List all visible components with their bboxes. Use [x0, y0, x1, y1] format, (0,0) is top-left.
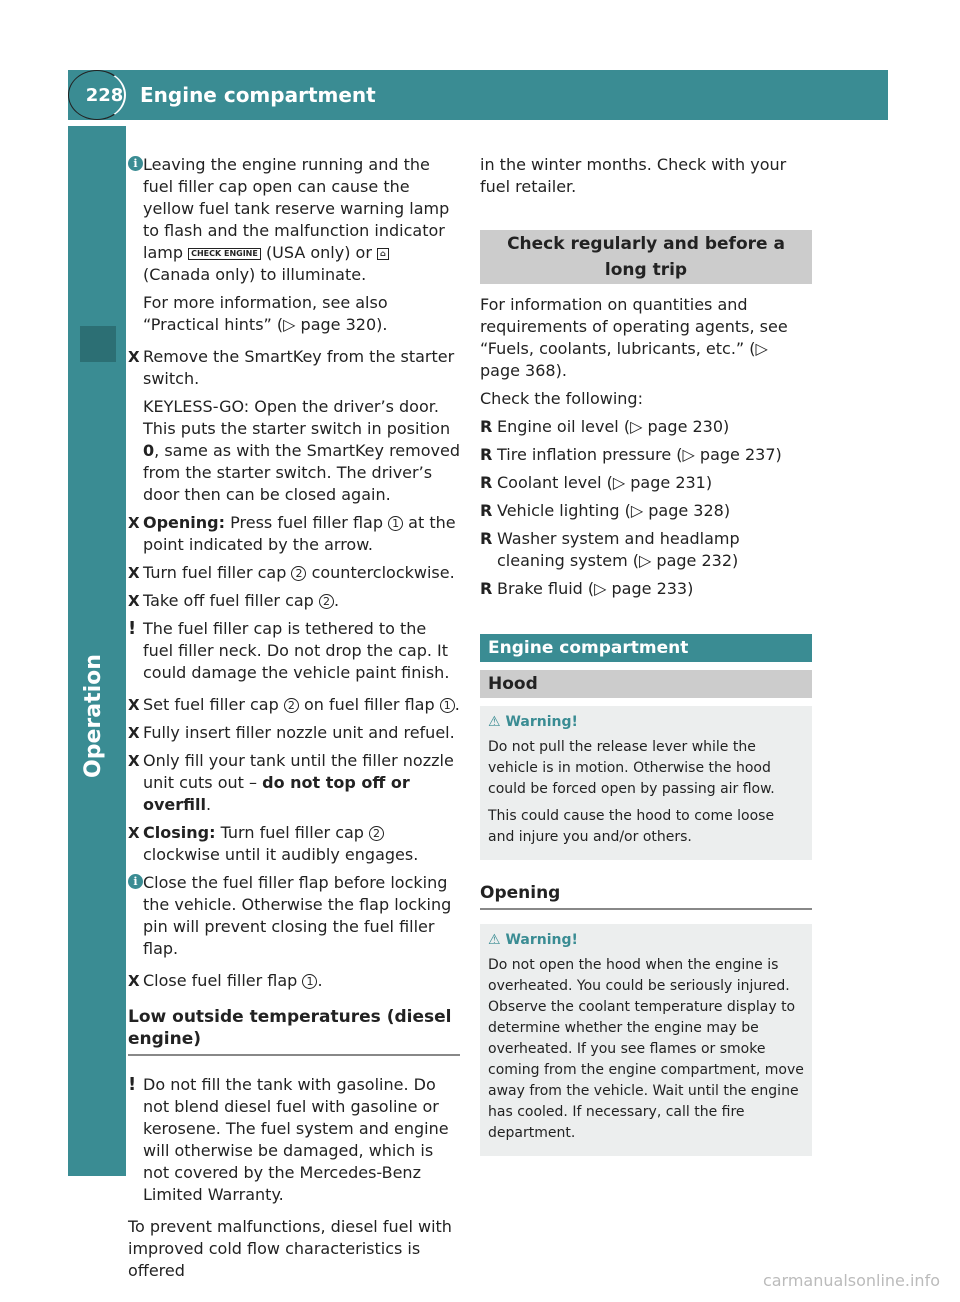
list-item: R Tire inflation pressure (▷ page 237): [480, 445, 782, 464]
exclamation-icon: !: [128, 1074, 137, 1095]
step-icon: X: [128, 348, 140, 366]
page-header: [68, 70, 888, 120]
list-item: R Washer system and headlamp cleaning system (▷ page 232): [480, 529, 740, 570]
list-item: R Vehicle lighting (▷ page 328): [480, 501, 731, 520]
page-title: Engine compartment: [140, 83, 376, 107]
paragraph: Check the following:: [480, 389, 643, 408]
warning-box: ⚠ Warning! Do not pull the release lever while the vehicle is in motion. Otherwise the hood could be forced open by passing air flow. This could cause the hood to come loose and injure you and/or others.: [480, 706, 812, 860]
step: X Closing: Turn fuel filler cap 2 clockwise until it audibly engages.: [128, 823, 419, 864]
side-marker: [80, 326, 116, 362]
step: X Take off fuel filler cap 2 .: [128, 591, 340, 610]
step-icon: X: [128, 592, 140, 610]
warning-box: ⚠ Warning! Do not open the hood when the engine is overheated. You could be seriously injured. Observe the coolant temperature display to determine whether the engine may be overheated. If you see flames or smoke coming from the engine compartment, move away from the vehicle. Wait until the engine has cooled. If necessary, call the fire department.: [480, 924, 812, 1156]
step-icon: X: [128, 696, 140, 714]
paragraph: For information on quantities and requirements of operating agents, see “Fuels, coolants, lubricants, etc.” (▷ page 368).: [480, 295, 788, 380]
step: X Opening: Press fuel filler flap 1 at the point indicated by the arrow.: [128, 513, 456, 554]
list-item: R Coolant level (▷ page 231): [480, 473, 713, 492]
side-label: Operation: [81, 654, 106, 778]
warning-icon: ⚠: [488, 714, 501, 730]
info-note: i Close the fuel filler flap before locking the vehicle. Otherwise the flap locking pin will prevent closing the fuel filler flap.: [128, 872, 460, 960]
page-number: 228: [68, 70, 126, 120]
step: X Fully insert filler nozzle unit and refuel.: [128, 723, 455, 742]
paragraph: To prevent malfunctions, diesel fuel with improved cold flow characteristics is offered: [128, 1217, 452, 1280]
left-column: [128, 154, 460, 1288]
caution-note: ! Do not fill the tank with gasoline. Do not blend diesel fuel with gasoline or kerosene. The fuel system and engine will otherwise be damaged, which is not covered by the Mercedes-Benz Limited Warranty.: [128, 1074, 449, 1204]
section-heading: Check regularly and before a long trip: [480, 230, 812, 284]
section-heading: Hood: [480, 670, 812, 698]
side-tab: [68, 126, 126, 1176]
warning-icon: ⚠: [488, 932, 501, 948]
engine-icon: ⌂: [377, 248, 389, 260]
paragraph: in the winter months. Check with your fuel retailer.: [480, 155, 787, 196]
section-heading: Low outside temperatures (diesel engine): [128, 1006, 460, 1056]
step-icon: X: [128, 824, 140, 842]
step-icon: X: [128, 514, 140, 532]
info-icon: i: [128, 874, 143, 889]
list-item: R Engine oil level (▷ page 230): [480, 417, 730, 436]
exclamation-icon: !: [128, 618, 137, 639]
step: X Only fill your tank until the filler nozzle unit cuts out – do not top off or overfill.: [128, 751, 454, 814]
info-icon: i: [128, 156, 143, 171]
step-icon: X: [128, 564, 140, 582]
info-note: i Leaving the engine running and the fuel filler cap open can cause the yellow fuel tank reserve warning lamp to flash and the malfunction indicator lamp CHECK ENGINE (USA only) or ⌂ (Canada only) to illuminate. For more information, see also “Practical hints” (▷ page 320).: [128, 154, 460, 336]
right-column: [480, 154, 812, 1174]
step: X Turn fuel filler cap 2 counterclockwise.: [128, 563, 455, 582]
step: X Remove the SmartKey from the starter switch. KEYLESS-GO: Open the driver’s door. This puts the starter switch in position 0, same as with the SmartKey removed from the starter switch. The driver’s door then can be closed again.: [128, 347, 460, 504]
step-icon: X: [128, 724, 140, 742]
chapter-heading: Engine compartment: [480, 634, 812, 662]
step-icon: X: [128, 752, 140, 770]
step: X Close fuel filler flap 1 .: [128, 971, 323, 990]
step: X Set fuel filler cap 2 on fuel filler flap 1 .: [128, 695, 460, 714]
subsection-heading: Opening: [480, 882, 812, 910]
caution-note: ! The fuel filler cap is tethered to the fuel filler neck. Do not drop the cap. It could damage the vehicle paint finish.: [128, 618, 450, 682]
check-engine-icon: CHECK ENGINE: [188, 248, 261, 260]
step-icon: X: [128, 972, 140, 990]
list-item: R Brake fluid (▷ page 233): [480, 579, 694, 598]
watermark: carmanualsonline.info: [762, 1271, 940, 1290]
